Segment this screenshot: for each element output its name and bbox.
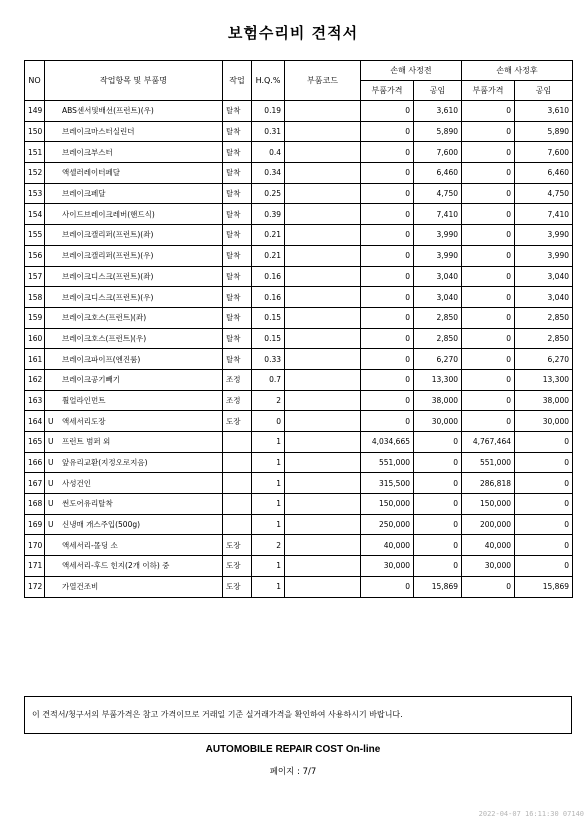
after-labor: 3,040 [515,266,573,287]
hq-value: 0.33 [252,349,285,370]
work-type: 도장 [223,556,252,577]
work-type: 조정 [223,390,252,411]
item-name [45,494,223,515]
item-label: 브레이크마스터실린더 [62,127,135,137]
item-name [45,225,223,246]
hq-value: 1 [252,556,285,577]
part-code [285,452,361,473]
part-code [285,576,361,597]
after-part-price: 0 [462,328,515,349]
before-part-price: 0 [361,183,414,204]
table-row [25,245,573,266]
table-row [25,142,573,163]
before-part-price: 250,000 [361,514,414,535]
hq-value: 1 [252,494,285,515]
row-number: 161 [25,349,45,370]
work-type [223,452,252,473]
part-code [285,183,361,204]
row-number: 149 [25,101,45,122]
before-labor: 0 [414,473,462,494]
before-part-price: 4,034,665 [361,432,414,453]
hq-value: 0.15 [252,328,285,349]
page-number: 페이지 : 7/7 [269,767,317,777]
part-code [285,121,361,142]
table-row [25,225,573,246]
after-part-price: 0 [462,163,515,184]
work-type: 도장 [223,576,252,597]
after-labor: 6,460 [515,163,573,184]
part-code [285,473,361,494]
user-entry-flag: U [48,437,54,447]
table-row [25,183,573,204]
disclaimer-note: 이 견적서/청구서의 부품가격은 참고 가격이므로 거래일 기준 실거래가격을 확인하여 사용하시기 바랍니다. [24,696,572,734]
hq-value: 0.39 [252,204,285,225]
item-label: 썬도어유리탈착 [62,499,113,509]
row-number: 150 [25,121,45,142]
work-type: 탈착 [223,183,252,204]
item-name [45,390,223,411]
before-part-price: 551,000 [361,452,414,473]
before-labor: 13,300 [414,369,462,390]
item-name [45,142,223,163]
before-labor: 3,990 [414,245,462,266]
hq-value: 1 [252,452,285,473]
before-part-price: 150,000 [361,494,414,515]
item-label: 신냉매 개스주입(500g) [62,520,141,530]
row-number: 168 [25,494,45,515]
part-code [285,142,361,163]
after-part-price: 200,000 [462,514,515,535]
table-row [25,473,573,494]
before-labor: 0 [414,535,462,556]
table-row [25,390,573,411]
before-part-price: 30,000 [361,556,414,577]
after-labor: 5,890 [515,121,573,142]
item-label: 휠얼라인먼트 [62,395,106,405]
before-labor: 2,850 [414,328,462,349]
header-no: NO [25,61,45,101]
part-code [285,494,361,515]
item-name [45,514,223,535]
row-number: 155 [25,225,45,246]
before-labor: 6,460 [414,163,462,184]
row-number: 156 [25,245,45,266]
after-part-price: 0 [462,101,515,122]
before-part-price: 0 [361,390,414,411]
after-part-price: 551,000 [462,452,515,473]
after-labor: 0 [515,432,573,453]
item-label: 액셀러레이터페달 [62,168,120,178]
row-number: 166 [25,452,45,473]
before-labor: 0 [414,556,462,577]
user-entry-flag: U [48,499,54,509]
hq-value: 1 [252,576,285,597]
after-part-price: 0 [462,390,515,411]
row-number: 157 [25,266,45,287]
header-before-labor: 공임 [414,81,462,101]
item-label: 앞유리교환(지정오로지음) [62,458,148,468]
part-code [285,204,361,225]
part-code [285,245,361,266]
header-before-part-price: 부품가격 [361,81,414,101]
table-row [25,121,573,142]
after-part-price: 30,000 [462,556,515,577]
row-number: 160 [25,328,45,349]
after-part-price: 0 [462,204,515,225]
hq-value: 0.21 [252,225,285,246]
header-hq: H.Q.% [252,61,285,101]
after-labor: 0 [515,535,573,556]
before-part-price: 0 [361,349,414,370]
after-labor: 0 [515,494,573,515]
part-code [285,411,361,432]
part-code [285,225,361,246]
before-part-price: 0 [361,142,414,163]
before-part-price: 0 [361,266,414,287]
page-title: 보험수리비 견적서 [227,24,359,42]
item-label: 액세서리도장 [62,416,106,426]
item-name [45,576,223,597]
after-labor: 2,850 [515,307,573,328]
row-number: 163 [25,390,45,411]
after-part-price: 0 [462,142,515,163]
before-labor: 6,270 [414,349,462,370]
hq-value: 0.34 [252,163,285,184]
work-type [223,432,252,453]
row-number: 153 [25,183,45,204]
item-label: 브레이크캘리퍼(프런트)(좌) [62,230,154,240]
after-part-price: 150,000 [462,494,515,515]
hq-value: 0.15 [252,307,285,328]
hq-value: 0.21 [252,245,285,266]
row-number: 172 [25,576,45,597]
before-part-price: 0 [361,328,414,349]
hq-value: 0.25 [252,183,285,204]
table-row [25,494,573,515]
before-part-price: 0 [361,121,414,142]
item-label: 브레이크디스크(프런트)(우) [62,292,154,302]
after-part-price: 40,000 [462,535,515,556]
before-labor: 3,610 [414,101,462,122]
item-name [45,183,223,204]
user-entry-flag: U [48,520,54,530]
table-row [25,349,573,370]
before-part-price: 0 [361,225,414,246]
before-part-price: 315,500 [361,473,414,494]
row-number: 170 [25,535,45,556]
table-row [25,328,573,349]
before-part-price: 0 [361,307,414,328]
item-label: 브레이크공기빼기 [62,375,120,385]
part-code [285,163,361,184]
part-code [285,432,361,453]
work-type [223,494,252,515]
after-part-price: 0 [462,287,515,308]
item-name [45,535,223,556]
row-number: 169 [25,514,45,535]
item-label: 브레이크호스(프런트)(우) [62,333,147,343]
hq-value: 0.7 [252,369,285,390]
item-name [45,163,223,184]
after-labor: 3,990 [515,245,573,266]
after-part-price: 0 [462,245,515,266]
before-labor: 7,600 [414,142,462,163]
item-name [45,101,223,122]
after-labor: 7,410 [515,204,573,225]
item-label: 브레이크캘리퍼(프런트)(우) [62,251,154,261]
row-number: 167 [25,473,45,494]
part-code [285,390,361,411]
part-code [285,535,361,556]
after-part-price: 4,767,464 [462,432,515,453]
item-label: 브레이크디스크(프런트)(좌) [62,271,154,281]
hq-value: 2 [252,535,285,556]
work-type: 탈착 [223,101,252,122]
after-labor: 4,750 [515,183,573,204]
table-row [25,576,573,597]
after-labor: 6,270 [515,349,573,370]
work-type: 탈착 [223,163,252,184]
part-code [285,307,361,328]
item-name [45,411,223,432]
part-code [285,287,361,308]
after-part-price: 0 [462,369,515,390]
item-label: 액세서리-후드 힌지(2개 이하) 중 [62,561,170,571]
item-label: 브레이크파이프(엔진룸) [62,354,141,364]
hq-value: 1 [252,473,285,494]
before-part-price: 0 [361,101,414,122]
part-code [285,556,361,577]
row-number: 154 [25,204,45,225]
hq-value: 0.31 [252,121,285,142]
footer-title: AUTOMOBILE REPAIR COST On-line [205,744,381,755]
before-labor: 30,000 [414,411,462,432]
before-labor: 38,000 [414,390,462,411]
table-row [25,287,573,308]
row-number: 158 [25,287,45,308]
table-row [25,556,573,577]
after-part-price: 0 [462,121,515,142]
table-row [25,307,573,328]
before-labor: 0 [414,452,462,473]
table-row [25,535,573,556]
hq-value: 0.16 [252,266,285,287]
header-work: 작업 [223,61,252,101]
work-type: 탈착 [223,121,252,142]
work-type: 탈착 [223,266,252,287]
table-row [25,369,573,390]
item-name [45,204,223,225]
after-labor: 7,600 [515,142,573,163]
table-row [25,514,573,535]
table-row [25,411,573,432]
before-labor: 15,869 [414,576,462,597]
user-entry-flag: U [48,416,54,426]
work-type [223,514,252,535]
work-type: 도장 [223,535,252,556]
work-type: 탈착 [223,349,252,370]
estimate-table [24,60,573,598]
user-entry-flag: U [48,478,54,488]
work-type: 조정 [223,369,252,390]
after-labor: 0 [515,452,573,473]
after-part-price: 0 [462,349,515,370]
part-code [285,369,361,390]
header-part-code: 부품코드 [285,61,361,101]
before-part-price: 0 [361,204,414,225]
header-item: 작업항목 및 부품명 [45,61,223,101]
row-number: 165 [25,432,45,453]
before-labor: 0 [414,514,462,535]
row-number: 171 [25,556,45,577]
header-before-assessment: 손해 사정전 [361,61,462,81]
before-labor: 0 [414,432,462,453]
item-name [45,307,223,328]
print-timestamp: 2022-04-07 16:11:30 07140 [478,810,584,818]
before-part-price: 0 [361,576,414,597]
item-label: 프런트 범퍼 외 [62,437,111,447]
item-name [45,328,223,349]
work-type: 탈착 [223,328,252,349]
before-labor: 2,850 [414,307,462,328]
item-name [45,121,223,142]
hq-value: 1 [252,432,285,453]
after-part-price: 0 [462,307,515,328]
table-row [25,163,573,184]
item-name [45,473,223,494]
after-labor: 3,040 [515,287,573,308]
hq-value: 1 [252,514,285,535]
part-code [285,266,361,287]
item-label: ABS센서및배선(프런트)(우) [62,106,154,116]
header-after-assessment: 손해 사정후 [462,61,573,81]
item-name [45,369,223,390]
hq-value: 0 [252,411,285,432]
after-part-price: 0 [462,183,515,204]
hq-value: 0.16 [252,287,285,308]
work-type: 탈착 [223,225,252,246]
before-part-price: 0 [361,163,414,184]
after-labor: 38,000 [515,390,573,411]
header-after-part-price: 부품가격 [462,81,515,101]
before-part-price: 0 [361,245,414,266]
hq-value: 2 [252,390,285,411]
hq-value: 0.4 [252,142,285,163]
item-name [45,287,223,308]
before-labor: 4,750 [414,183,462,204]
item-name [45,266,223,287]
before-part-price: 0 [361,411,414,432]
after-labor: 13,300 [515,369,573,390]
before-part-price: 40,000 [361,535,414,556]
item-name [45,349,223,370]
before-labor: 3,990 [414,225,462,246]
after-labor: 0 [515,514,573,535]
row-number: 164 [25,411,45,432]
work-type: 탈착 [223,307,252,328]
work-type: 탈착 [223,142,252,163]
hq-value: 0.19 [252,101,285,122]
part-code [285,101,361,122]
before-part-price: 0 [361,369,414,390]
after-part-price: 0 [462,411,515,432]
item-label: 가열건조비 [62,582,99,592]
item-label: 브레이크페달 [62,189,106,199]
item-label: 사성건인 [62,478,91,488]
item-name [45,245,223,266]
work-type: 탈착 [223,287,252,308]
work-type: 탈착 [223,245,252,266]
before-part-price: 0 [361,287,414,308]
item-name [45,556,223,577]
before-labor: 0 [414,494,462,515]
item-name [45,452,223,473]
after-labor: 3,610 [515,101,573,122]
part-code [285,514,361,535]
table-row [25,204,573,225]
after-labor: 2,850 [515,328,573,349]
work-type: 도장 [223,411,252,432]
after-labor: 0 [515,556,573,577]
user-entry-flag: U [48,458,54,468]
row-number: 162 [25,369,45,390]
item-label: 사이드브레이크레버(핸드식) [62,209,155,219]
item-name [45,432,223,453]
part-code [285,328,361,349]
after-labor: 3,990 [515,225,573,246]
after-labor: 0 [515,473,573,494]
table-row [25,432,573,453]
item-label: 브레이크호스(프런트)(좌) [62,313,147,323]
row-number: 152 [25,163,45,184]
after-part-price: 286,818 [462,473,515,494]
table-row [25,101,573,122]
table-row [25,452,573,473]
before-labor: 3,040 [414,287,462,308]
before-labor: 5,890 [414,121,462,142]
header-after-labor: 공임 [515,81,573,101]
row-number: 159 [25,307,45,328]
before-labor: 7,410 [414,204,462,225]
after-labor: 15,869 [515,576,573,597]
part-code [285,349,361,370]
table-row [25,266,573,287]
work-type [223,473,252,494]
after-labor: 30,000 [515,411,573,432]
before-labor: 3,040 [414,266,462,287]
after-part-price: 0 [462,266,515,287]
after-part-price: 0 [462,576,515,597]
work-type: 탈착 [223,204,252,225]
row-number: 151 [25,142,45,163]
item-label: 액세서리-몰딩 소 [62,540,118,550]
item-label: 브레이크부스터 [62,147,113,157]
after-part-price: 0 [462,225,515,246]
